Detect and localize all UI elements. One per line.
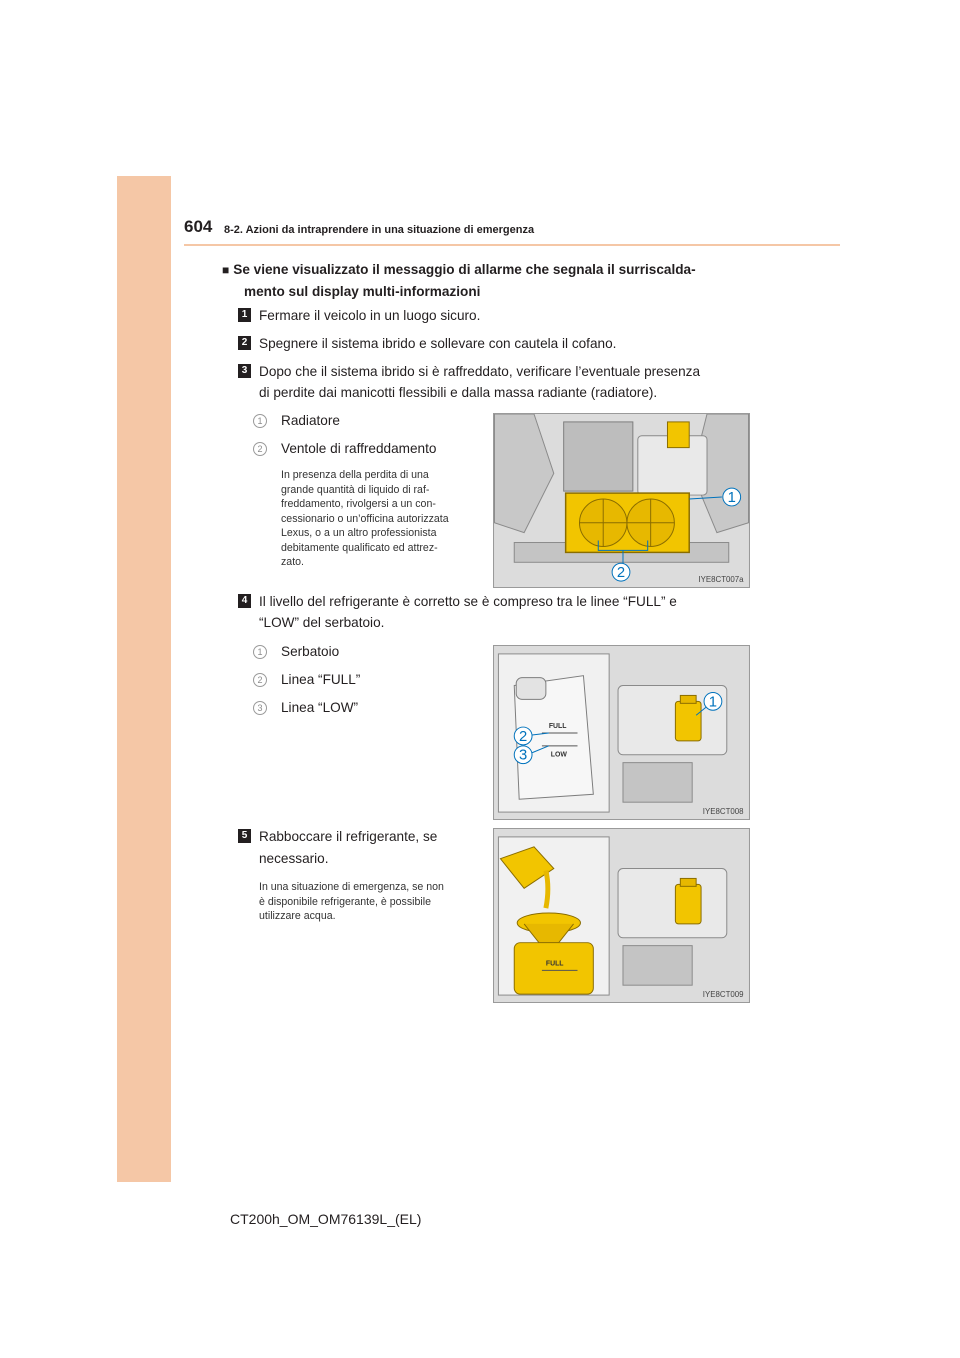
note-line: In presenza della perdita di una xyxy=(281,469,429,481)
radiator-illustration xyxy=(494,414,749,587)
fig3-code: IYE8CT009 xyxy=(702,990,744,1000)
item-label-ventole: Ventole di raffreddamento xyxy=(281,441,437,456)
header-divider xyxy=(184,244,840,246)
item-number-circle: 2 xyxy=(253,673,267,687)
note-line: debitamente qualificato ed attrez- xyxy=(281,541,438,554)
section-title: 8-2. Azioni da intraprendere in una situazione di emergenza xyxy=(224,224,535,236)
document-code-footer: CT200h_OM_OM76139L_(EL) xyxy=(230,1211,422,1227)
note-line: grande quantità di liquido di raf- xyxy=(281,483,430,496)
step-3-badge: 3 xyxy=(238,364,251,378)
page-number: 604 xyxy=(184,217,213,236)
note-line: In una situazione di emergenza, se non xyxy=(259,881,444,893)
fig1-callout-2: 2 xyxy=(616,565,626,582)
step-5-text-line-2: necessario. xyxy=(259,851,329,866)
step-4-text-line-2: “LOW” del serbatoio. xyxy=(259,615,385,630)
figure-reservoir-levels xyxy=(493,645,750,820)
step-1-badge: 1 xyxy=(238,308,251,322)
fig2-callout-3: 3 xyxy=(519,747,528,764)
step-3-text-line-2: di perdite dai manicotti flessibili e dalla massa radiante (radiatore). xyxy=(259,385,658,400)
step-1-text: Fermare il veicolo in un luogo sicuro. xyxy=(259,308,481,323)
step-2-badge: 2 xyxy=(238,336,251,350)
item-number-circle: 2 xyxy=(253,442,267,456)
fig2-callout-1: 1 xyxy=(708,694,718,711)
heading-line-2: mento sul display multi-informazioni xyxy=(244,284,481,299)
note-line: utilizzare acqua. xyxy=(259,910,336,922)
step-5-note xyxy=(259,880,444,924)
heading-line-1: Se viene visualizzato il messaggio di allarme che segnala il surriscalda- xyxy=(233,262,696,277)
step-2-text: Spegnere il sistema ibrido e sollevare con cautela il cofano. xyxy=(259,336,617,351)
figure-refill-coolant xyxy=(493,828,750,1003)
figure-radiator xyxy=(493,413,750,588)
note-line: zato. xyxy=(281,556,304,568)
item-number-circle: 3 xyxy=(253,701,267,715)
step-3-text-line-1: Dopo che il sistema ibrido si è raffreddato, verificare l’eventuale presenza xyxy=(259,364,701,379)
item-label-linea-full: Linea “FULL” xyxy=(281,672,361,687)
item-label-serbatoio: Serbatoio xyxy=(281,644,340,659)
note-line: Lexus, o a un altro professionista xyxy=(281,527,437,539)
item-number-circle: 1 xyxy=(253,414,267,428)
reservoir-illustration xyxy=(494,646,749,819)
step-4-badge: 4 xyxy=(238,594,251,608)
item-number-circle: 1 xyxy=(253,645,267,659)
step-4-text-line-1: Il livello del refrigerante è corretto se è compreso tra le linee “FULL” e xyxy=(259,594,677,609)
fig2-callout-2: 2 xyxy=(519,728,528,745)
fig2-tank-full: FULL xyxy=(548,723,567,731)
item-label-radiatore: Radiatore xyxy=(281,413,340,428)
fig2-code: IYE8CT008 xyxy=(702,807,744,817)
note-line: cessionario o un’officina autorizzata xyxy=(281,512,449,525)
note-line: freddamento, rivolgersi a un con- xyxy=(281,498,436,510)
step-5-badge: 5 xyxy=(238,829,251,843)
fig1-code: IYE8CT007a xyxy=(698,575,744,585)
step-5-text-line-1: Rabboccare il refrigerante, se xyxy=(259,829,438,844)
item-label-linea-low: Linea “LOW” xyxy=(281,700,359,715)
section-heading xyxy=(222,259,752,302)
fig2-tank-low: LOW xyxy=(550,751,567,759)
side-tab-bar xyxy=(117,176,171,1182)
note-line: è disponibile refrigerante, è possibile xyxy=(259,895,431,908)
refill-illustration xyxy=(494,829,749,1002)
fig3-tank-full: FULL xyxy=(545,960,564,968)
fig1-callout-1: 1 xyxy=(727,489,736,506)
square-bullet-icon: ■ xyxy=(222,263,230,277)
step-3-note xyxy=(281,468,449,570)
